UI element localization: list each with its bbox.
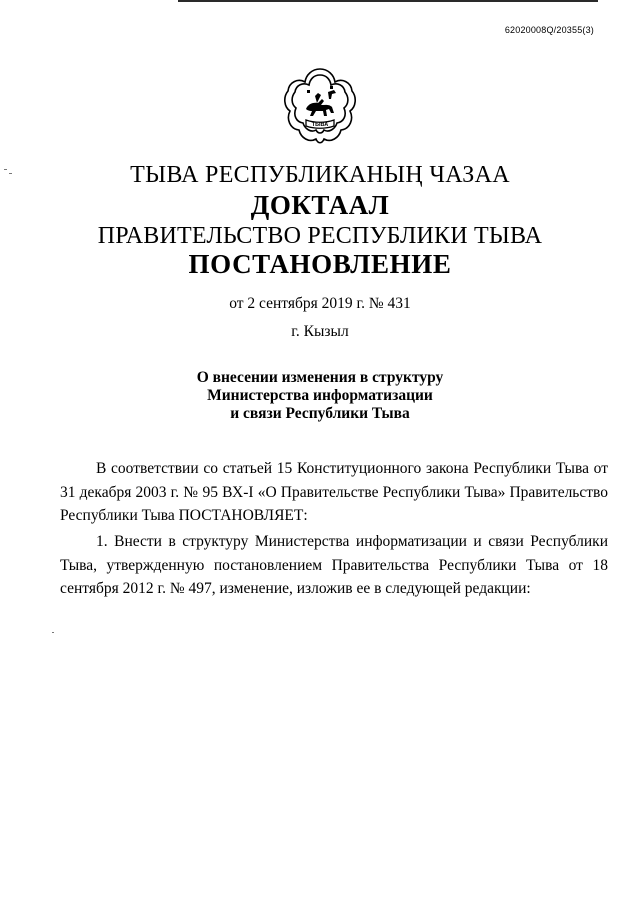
body-paragraph-preamble: В соответствии со статьей 15 Конституционного закона Республики Тыва от 31 декабря 2003 г. № 95 ВХ-I «О Правительстве Республики Тыва» Правительство Республики Тыва ПОСТАНОВЛЯЕТ: [60, 460, 608, 524]
scan-artifact [9, 173, 12, 174]
document-date-number: от 2 сентября 2019 г. № 431 [229, 295, 411, 312]
document-city: г. Кызыл [291, 323, 349, 340]
subject-line: и связи Республики Тыва [230, 405, 410, 422]
tuva-coat-of-arms-icon [282, 66, 358, 146]
russian-document-type: ПОСТАНОВЛЕНИЕ [188, 249, 452, 279]
top-border-line [178, 0, 598, 2]
subject-line: О внесении изменения в структуру [196, 369, 444, 386]
scan-artifact [4, 169, 7, 170]
emblem-label: ТЫВА [311, 122, 329, 128]
subject-line: Министерства информатизации [207, 387, 433, 404]
registration-number: 62020008Q/20355(3) [504, 25, 594, 35]
scan-artifact [52, 632, 54, 633]
tyvan-document-type: ДОКТААЛ [250, 190, 390, 220]
russian-government-title: ПРАВИТЕЛЬСТВО РЕСПУБЛИКИ ТЫВА [97, 223, 543, 249]
document-subject [0, 369, 640, 423]
body-paragraph-item-1: 1. Внести в структуру Министерства информатизации и связи Республики Тыва, утвержденную постановлением Правительства Республики Тыва от 18 сентября 2012 г. № 497, изменение, изложив ее в следующей редакции: [60, 533, 608, 597]
tyvan-government-title: ТЫВА РЕСПУБЛИКАНЫҢ ЧАЗАА [130, 162, 510, 188]
